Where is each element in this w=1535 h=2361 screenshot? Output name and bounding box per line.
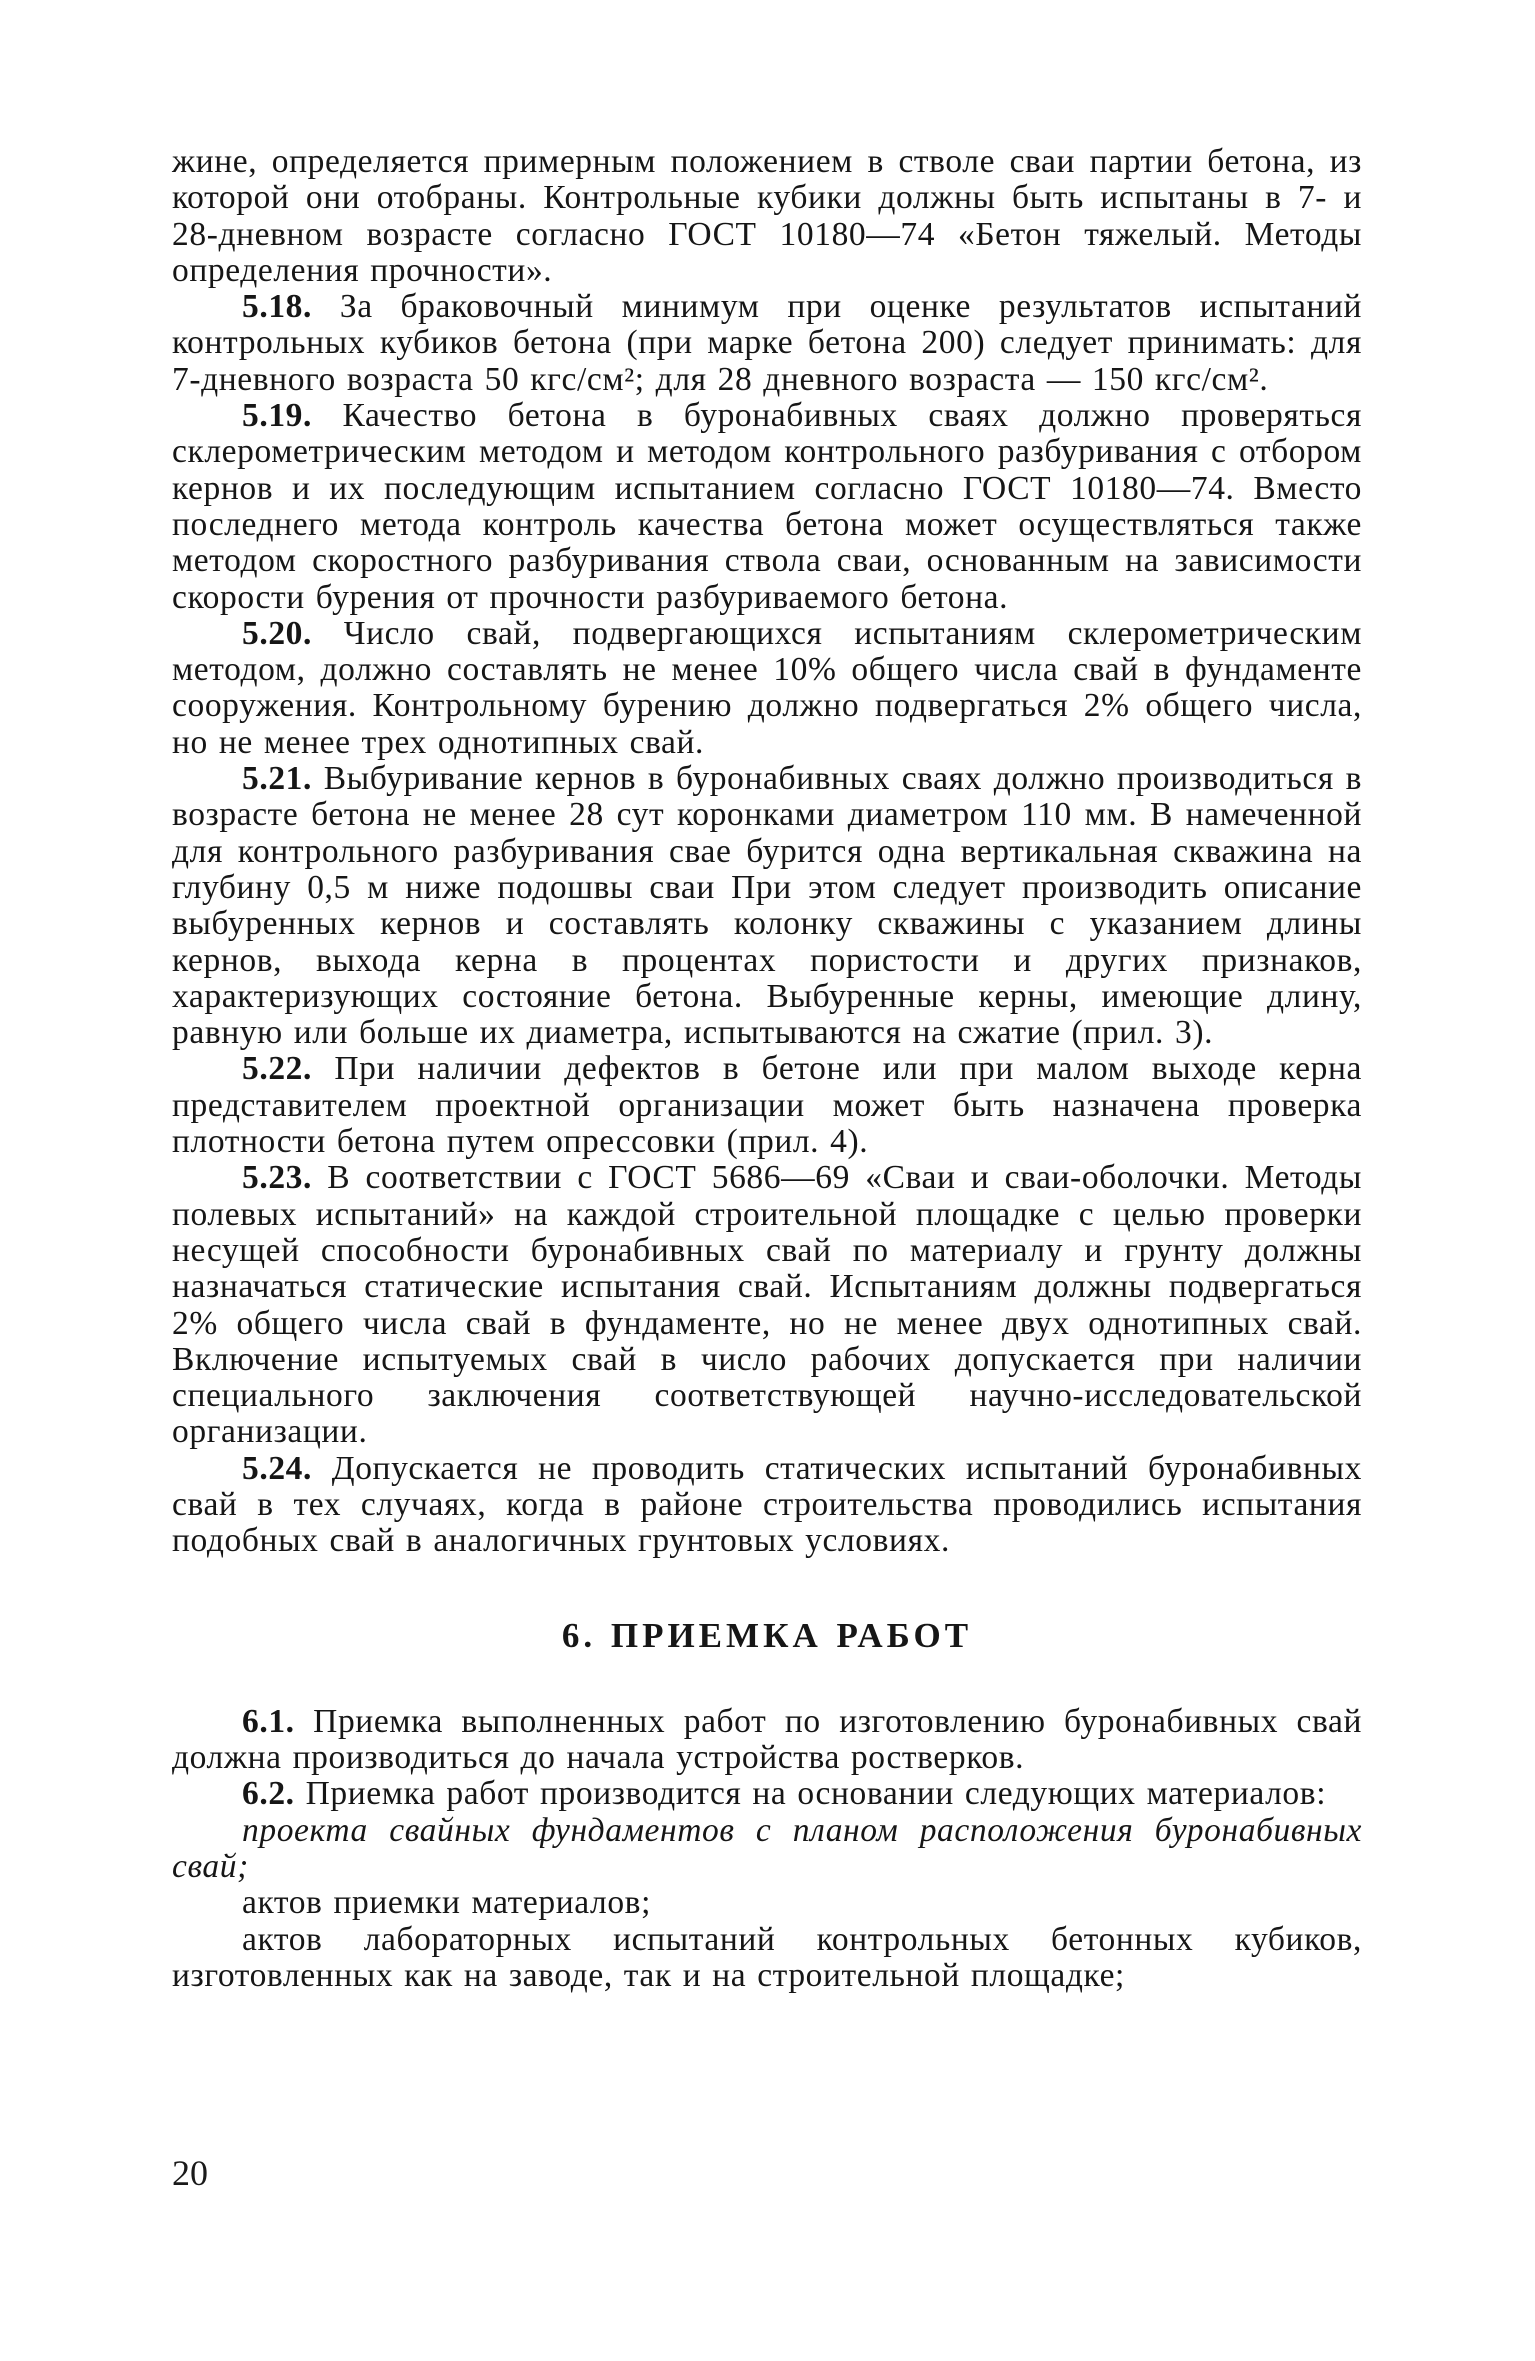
section-heading: 6. ПРИЕМКА РАБОТ (561, 1615, 973, 1655)
paragraph-continuation: жине, определяется примерным положением в стволе сваи партии бетона, из которой они отобраны. Контрольные кубики должны быть испытаны в 7- и 28-дневном возрасте согласно ГОСТ 10180—74 «Бетон тяжелый. Методы определения прочности». (172, 143, 1362, 289)
clause-number: 5.22. (242, 1050, 312, 1088)
paragraph-5-20: 5.20. Число свай, подвергающихся испытаниям склерометрическим методом, должно составлять не менее 10% общего числа свай в фундаменте сооружения. Контрольному бурению должно подвергаться 2% общего числа, но не менее трех однотипных свай. (172, 614, 1362, 761)
clause-number: 6.2. (242, 1775, 295, 1813)
clause-number: 5.21. (242, 760, 312, 798)
paragraph-6-2: 6.2. Приемка работ производится на основании следующих материалов: (242, 1775, 1327, 1813)
paragraph-5-18: 5.18. За браковочный минимум при оценке результатов испытаний контрольных кубиков бетона (при марке бетона 200) следует принимать: для 7-дневного возраста 50 кгс/см²; для 28 дневного возраста — 150 кгс/см². (172, 288, 1362, 398)
clause-number: 5.19. (242, 397, 312, 435)
body-text (172, 144, 1362, 1994)
paragraph-6-1: 6.1. Приемка выполненных работ по изготовлению буронабивных свай должна производиться до начала устройства ростверков. (172, 1702, 1362, 1777)
clause-number: 5.18. (242, 288, 312, 326)
paragraph-5-24: 5.24. Допускается не проводить статических испытаний буронабивных свай в тех случаях, когда в районе строительства проводились испытания подобных свай в аналогичных грунтовых условиях. (172, 1449, 1362, 1560)
paragraph-5-23: 5.23. В соответствии с ГОСТ 5686—69 «Сваи и сваи-оболочки. Методы полевых испытаний» на каждой строительной площадке с целью проверки несущей способности буронабивных свай по материалу и грунту должны назначаться статические испытания свай. Испытаниям должны подвергаться 2% общего числа свай в фундаменте, но не менее двух однотипных свай. Включение испытуемых свай в число рабочих допускается при наличии специального заключения соответствующей научно-исследовательской организации. (172, 1159, 1362, 1451)
list-item: актов приемки материалов; (242, 1884, 652, 1922)
paragraph-5-19: 5.19. Качество бетона в буронабивных сваях должно проверяться склерометрическим методом и методом контрольного разбуривания с отбором кернов и их последующим испытанием согласно ГОСТ 10180—74. Вместо последнего метода контроль качества бетона может осуществляться также методом скоростного разбуривания ствола сваи, основанным на зависимости скорости бурения от прочности разбуриваемого бетона. (172, 397, 1362, 616)
clause-number: 5.20. (242, 614, 312, 652)
list-item: актов лабораторных испытаний контрольных бетонных кубиков, изготовленных как на заводе, так и на строительной площадке; (172, 1920, 1362, 1994)
clause-number: 6.1. (242, 1702, 295, 1740)
clause-number: 5.23. (242, 1159, 312, 1197)
paragraph-5-21: 5.21. Выбуривание кернов в буронабивных сваях должно производиться в возрасте бетона не менее 28 сут коронками диаметром 110 мм. В намеченной для контрольного разбуривания свае бурится одна вертикальная скважина на глубину 0,5 м ниже подошвы сваи При этом следует производить описание выбуренных кернов и составлять колонку скважины с указанием длины кернов, выхода керна в процентах пористости и других признаков, характеризующих состояние бетона. Выбуренные керны, имеющие длину, равную или больше их диаметра, испытываются на сжатие (прил. 3). (172, 760, 1362, 1052)
clause-number: 5.24. (242, 1449, 312, 1487)
page-number: 20 (172, 2153, 208, 2193)
paragraph-5-22: 5.22. При наличии дефектов в бетоне или при малом выходе керна представителем проектной организации может быть назначена проверка плотности бетона путем опрессовки (прил. 4). (172, 1050, 1362, 1161)
list-item: проекта свайных фундаментов с планом расположения буронабивных свай; (172, 1811, 1362, 1886)
